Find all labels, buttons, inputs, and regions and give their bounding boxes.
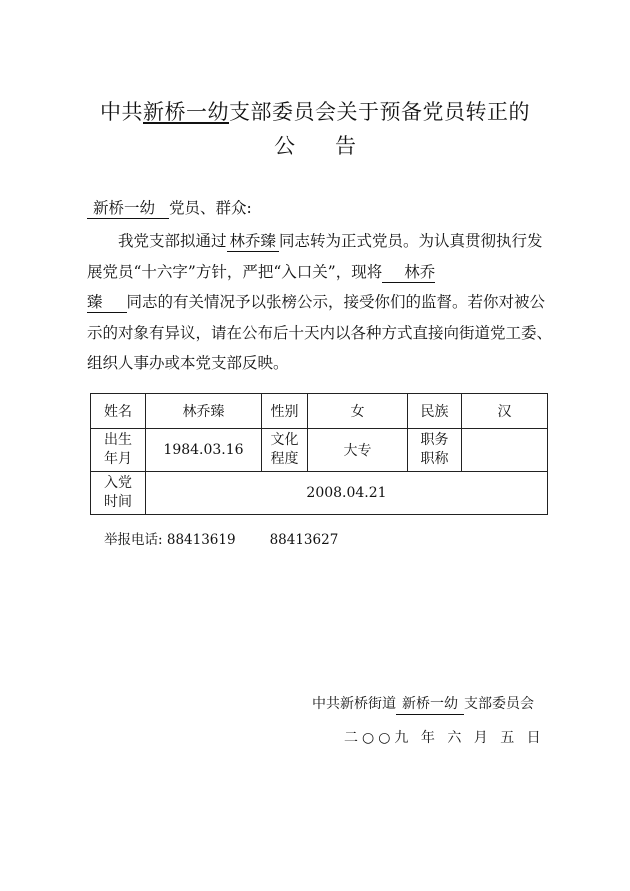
title-suffix: 支部委员会关于预备党员转正的 (229, 100, 530, 124)
name-value: 林乔臻 (146, 394, 262, 429)
title-prefix: 中共 (100, 100, 143, 124)
announcement-paragraph (87, 226, 557, 379)
title-branch: 新桥一幼 (143, 100, 229, 124)
report-phone-line (104, 528, 338, 548)
post-label: 职务 职称 (408, 429, 462, 472)
salutation (87, 193, 557, 224)
education-value: 大专 (308, 429, 408, 472)
notice-subtitle (0, 130, 630, 160)
table-row (91, 429, 548, 472)
subtitle-char-1: 公 (274, 134, 295, 158)
birth-label: 出生 年月 (91, 429, 146, 472)
salutation-rest: 党员、群众: (169, 199, 252, 217)
member-info-table (90, 393, 548, 515)
member-name-1: 林乔臻 (227, 231, 280, 252)
ethnic-value: 汉 (462, 394, 548, 429)
org-prefix: 中共新桥街道 (312, 696, 396, 712)
name-label: 姓名 (91, 394, 146, 429)
education-label: 文化 程度 (262, 429, 308, 472)
subtitle-char-2: 告 (335, 134, 356, 158)
notice-title (0, 96, 630, 126)
paragraph-text-3: 同志的有关情况予以张榜公示，接受你们的监督。若你对被公示的对象有异议，请在公布后十天内以各种方式直接向街道党工委、组织人事办或本党支部反映。 (87, 293, 553, 372)
org-suffix: 支部委员会 (464, 696, 534, 712)
post-value (462, 429, 548, 472)
paragraph-text-1: 我党支部拟通过 (118, 232, 227, 250)
table-row (91, 472, 548, 515)
gender-label: 性别 (262, 394, 308, 429)
salutation-branch: 新桥一幼 (87, 198, 169, 219)
signature-date: 二○○九 年 六 月 五 日 (344, 730, 545, 746)
table-row (91, 394, 548, 429)
member-name-2a: 林乔 (382, 262, 435, 283)
report-phone-2: 88413627 (269, 532, 339, 548)
report-label: 举报电话: (104, 532, 163, 548)
join-date-value: 2008.04.21 (146, 472, 548, 515)
paragraph-text-2: 同志转为正式党员。为认真贯彻执行发展党员“十六字”方针，严把“入口关”，现将 (87, 232, 543, 281)
org-branch: 新桥一幼 (396, 694, 464, 715)
join-date-label: 入党 时间 (91, 472, 146, 515)
signature-org (312, 693, 534, 715)
ethnic-label: 民族 (408, 394, 462, 429)
report-phone-1: 88413619 (166, 532, 236, 548)
member-name-2b: 臻 (87, 292, 127, 313)
gender-value: 女 (308, 394, 408, 429)
birth-value: 1984.03.16 (146, 429, 262, 472)
